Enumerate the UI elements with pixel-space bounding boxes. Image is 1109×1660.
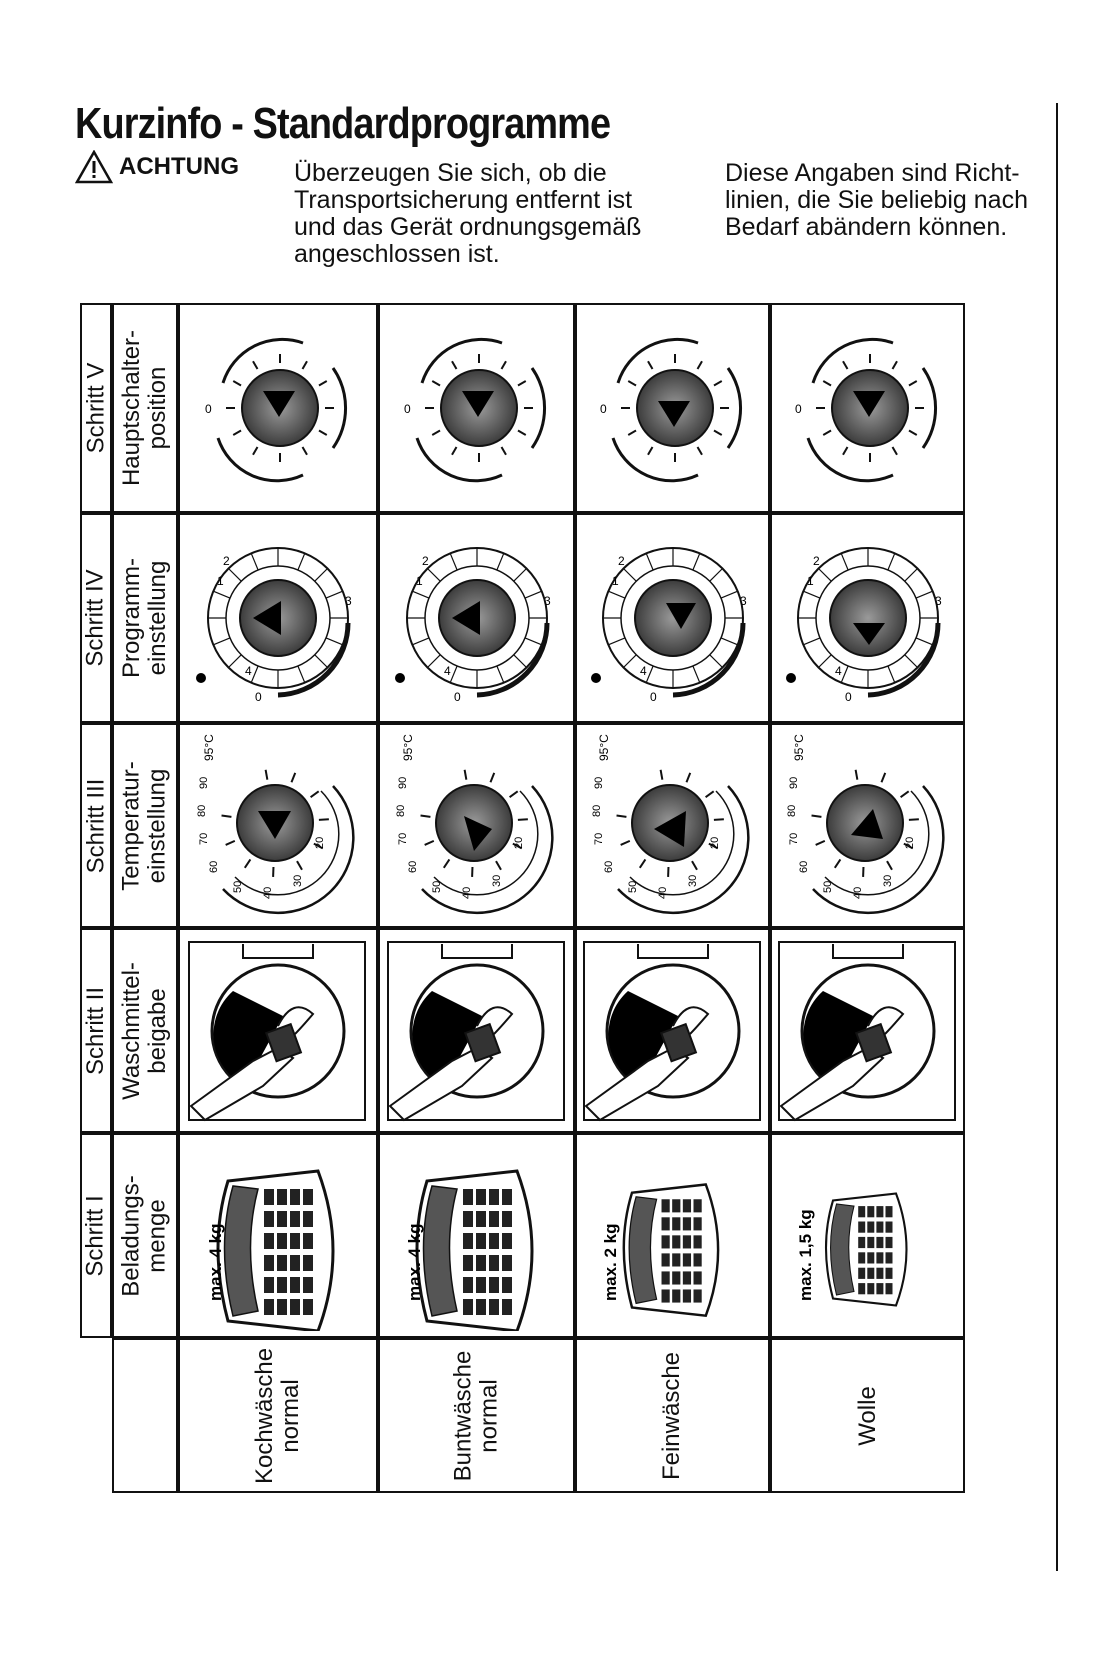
program-cell xyxy=(378,1133,575,1338)
main-switch-dial xyxy=(578,313,768,503)
dial-label: 0 xyxy=(649,690,657,704)
program-dial xyxy=(773,523,963,713)
dial-label: 40 xyxy=(851,886,864,899)
step-description-cell xyxy=(112,1133,178,1338)
blank-corner-cell xyxy=(112,1338,178,1493)
dial-label: 50 xyxy=(232,880,244,893)
program-cell xyxy=(575,513,770,723)
dial-label: 30 xyxy=(686,874,699,887)
dial-label: 95°C xyxy=(596,733,611,761)
program-name: Wolle xyxy=(853,1385,881,1446)
program-cell xyxy=(378,928,575,1133)
detergent-illustration xyxy=(578,936,768,1126)
dial-label: 20 xyxy=(708,836,721,849)
laundry-basket xyxy=(218,1171,333,1331)
dial-label: 0 xyxy=(794,402,802,416)
load-illustration xyxy=(773,1141,963,1331)
step-description: Programm- einstellung xyxy=(118,557,172,679)
program-cell xyxy=(378,513,575,723)
step-label: Schritt III xyxy=(82,778,109,873)
step-label: Schritt I xyxy=(82,1194,110,1277)
dot-marker xyxy=(395,673,405,683)
program-knob xyxy=(635,580,711,656)
program-name: Kochwäsche normal xyxy=(250,1347,304,1484)
program-dial xyxy=(382,523,572,713)
dial-label: 1 xyxy=(806,574,814,588)
dial-label: 80 xyxy=(394,804,407,817)
dial-label: 0 xyxy=(844,690,852,704)
dial-label: 70 xyxy=(396,832,409,845)
dial-label: 40 xyxy=(656,886,669,899)
dial-label: 1 xyxy=(217,574,224,588)
program-cell xyxy=(178,928,378,1133)
temperature-dial xyxy=(773,731,963,921)
dial-label: 20 xyxy=(903,836,916,849)
warning-label: ACHTUNG xyxy=(119,153,239,180)
program-cell xyxy=(178,513,378,723)
guideline-note: Diese Angaben sind Richt- linien, die Sie beliebig nach Bedarf abändern können. xyxy=(725,159,1028,241)
dial-label: 4 xyxy=(245,664,252,678)
program-cell xyxy=(770,1133,965,1338)
load-capacity: max. 4 kg xyxy=(206,1223,225,1301)
dial-label: 0 xyxy=(599,402,607,416)
dial-label: 95°C xyxy=(400,733,415,761)
dial-label: 30 xyxy=(881,874,894,887)
dial-label: 2 xyxy=(421,554,429,568)
dial-label: 95°C xyxy=(202,733,216,761)
dial-label: 80 xyxy=(785,804,798,817)
temperature-dial xyxy=(382,731,572,921)
step-label: Schritt V xyxy=(82,362,110,454)
dial-label: 1 xyxy=(415,574,423,588)
temperature-dial xyxy=(183,731,373,921)
warning-text: Überzeugen Sie sich, ob die Transportsicherung entfernt ist und das Gerät ordnungsgemäß angeschlossen ist. xyxy=(294,159,642,268)
step-label: Schritt II xyxy=(82,986,109,1075)
dial-label: 90 xyxy=(396,776,409,789)
dial-label: 20 xyxy=(512,836,525,849)
laundry-basket xyxy=(417,1171,532,1331)
program-name-cell xyxy=(378,1338,575,1493)
dial-label: 60 xyxy=(208,860,220,873)
warning-triangle-icon xyxy=(75,150,113,184)
dot-marker xyxy=(591,673,601,683)
warning xyxy=(75,150,239,184)
dial-label: 1 xyxy=(611,574,619,588)
step-description-cell xyxy=(112,723,178,928)
temperature-dial xyxy=(578,731,768,921)
program-name-cell xyxy=(575,1338,770,1493)
dial-label: 3 xyxy=(543,594,551,608)
dial-label: 0 xyxy=(205,402,212,416)
program-cell xyxy=(575,928,770,1133)
step-description-cell xyxy=(112,303,178,513)
program-name: Feinwäsche xyxy=(658,1351,686,1480)
dial-label: 70 xyxy=(198,832,210,845)
program-name-cell xyxy=(178,1338,378,1493)
dial-label: 4 xyxy=(443,664,451,678)
dial-label: 3 xyxy=(345,594,352,608)
dial-label: 4 xyxy=(639,664,647,678)
dial-label: 80 xyxy=(590,804,603,817)
dial-label: 3 xyxy=(934,594,942,608)
detergent-illustration xyxy=(773,936,963,1126)
margin-rule xyxy=(1056,103,1058,1571)
dial-label: 30 xyxy=(490,874,503,887)
step-description-cell xyxy=(112,513,178,723)
dial-label: 60 xyxy=(406,860,419,873)
program-cell xyxy=(770,928,965,1133)
dial-label: 40 xyxy=(460,886,473,899)
dial-label: 20 xyxy=(314,836,326,849)
program-cell xyxy=(770,723,965,928)
load-capacity: max. 2 kg xyxy=(600,1223,620,1301)
dot-marker xyxy=(786,673,796,683)
dial-label: 2 xyxy=(812,554,820,568)
dial-label: 4 xyxy=(834,664,842,678)
dial-label: 2 xyxy=(223,554,230,568)
program-cell xyxy=(575,723,770,928)
dial-label: 70 xyxy=(592,832,605,845)
program-cell xyxy=(178,303,378,513)
dial-label: 90 xyxy=(592,776,605,789)
load-illustration xyxy=(578,1141,768,1331)
program-name-cell xyxy=(770,1338,965,1493)
load-capacity: max. 4 kg xyxy=(404,1223,424,1301)
main-switch-dial xyxy=(773,313,963,503)
step-label: Schritt IV xyxy=(82,569,110,667)
program-cell xyxy=(770,303,965,513)
dial-label: 50 xyxy=(626,880,639,893)
step-label-cell xyxy=(80,1133,112,1338)
laundry-basket xyxy=(623,1184,717,1315)
program-cell xyxy=(575,303,770,513)
program-cell xyxy=(575,1133,770,1338)
step-label-cell xyxy=(80,928,112,1133)
dial-label: 90 xyxy=(198,776,210,789)
program-cell xyxy=(178,723,378,928)
page-title: Kurzinfo - Standardprogramme xyxy=(75,99,611,148)
step-label-cell xyxy=(80,303,112,513)
main-switch-dial xyxy=(382,313,572,503)
program-dial xyxy=(183,523,373,713)
dial-label: 3 xyxy=(739,594,747,608)
dial-label: 0 xyxy=(403,402,411,416)
step-description: Temperatur- einstellung xyxy=(118,760,171,891)
program-cell xyxy=(378,303,575,513)
dial-label: 60 xyxy=(797,860,810,873)
dial-label: 95°C xyxy=(791,733,806,761)
dial-label: 70 xyxy=(787,832,800,845)
dial-label: 0 xyxy=(453,690,461,704)
dial-label: 80 xyxy=(196,804,208,817)
step-description: Waschmittel- beigabe xyxy=(118,961,172,1100)
step-description: Hauptschalter- position xyxy=(118,329,172,487)
step-label-cell xyxy=(80,723,112,928)
program-dial xyxy=(578,523,768,713)
dial-label: 50 xyxy=(430,880,443,893)
step-description: Beladungs- menge xyxy=(118,1174,172,1297)
dial-label: 40 xyxy=(262,886,274,899)
program-name: Buntwäsche normal xyxy=(449,1350,503,1481)
program-table xyxy=(80,303,1020,1563)
program-cell xyxy=(770,513,965,723)
program-cell xyxy=(378,723,575,928)
dial-label: 2 xyxy=(617,554,625,568)
laundry-basket xyxy=(826,1193,907,1305)
load-capacity: max. 1,5 kg xyxy=(795,1208,815,1301)
load-illustration xyxy=(382,1141,572,1331)
dial-label: 50 xyxy=(821,880,834,893)
load-illustration xyxy=(183,1141,373,1331)
step-label-cell xyxy=(80,513,112,723)
detergent-illustration xyxy=(382,936,572,1126)
dial-label: 60 xyxy=(602,860,615,873)
step-description-cell xyxy=(112,928,178,1133)
dot-marker xyxy=(196,673,206,683)
program-cell xyxy=(178,1133,378,1338)
detergent-illustration xyxy=(183,936,373,1126)
dial-label: 0 xyxy=(255,690,262,704)
dial-label: 30 xyxy=(292,874,304,887)
program-knob xyxy=(830,580,906,656)
main-switch-dial xyxy=(183,313,373,503)
dial-label: 90 xyxy=(787,776,800,789)
